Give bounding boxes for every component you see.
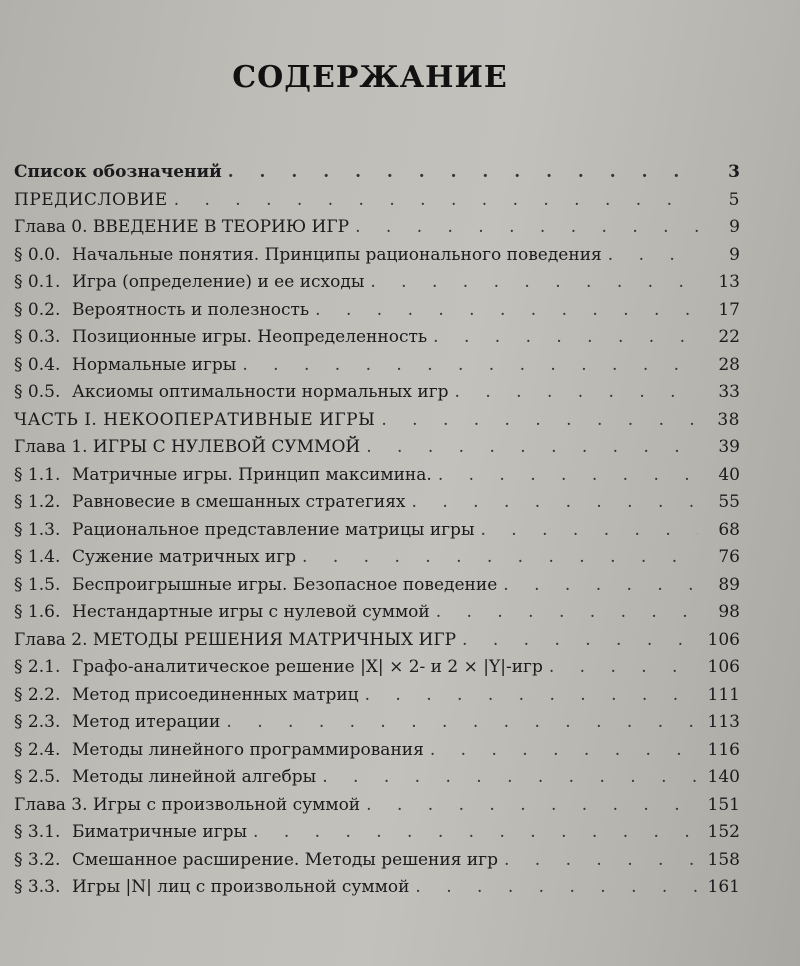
toc-entry-page: 40 xyxy=(718,464,740,485)
toc-entry-page: 140 xyxy=(707,767,740,787)
toc-entry-page: 98 xyxy=(718,602,740,622)
toc-entry-page: 3 xyxy=(728,162,740,182)
toc-entry-title: Глава 0. ВВЕДЕНИЕ В ТЕОРИЮ ИГР xyxy=(14,217,350,237)
toc-entry xyxy=(14,300,740,328)
toc-entry-title: Нормальные игры xyxy=(72,354,237,375)
toc-entry-title: Методы линейного программирования xyxy=(72,739,424,760)
toc-entry-page: 161 xyxy=(707,877,740,897)
dot-leader xyxy=(355,217,698,237)
toc-entry-title: Рациональное представление матрицы игры xyxy=(72,519,475,540)
toc-entry-page: 13 xyxy=(718,272,740,292)
toc-entry-number: § 0.0. xyxy=(14,244,61,265)
toc-entry-page: 106 xyxy=(707,629,740,650)
toc-entry-page: 28 xyxy=(718,354,740,375)
toc-entry-title: Метод присоединенных матриц xyxy=(72,684,359,705)
toc-entry-page: 152 xyxy=(707,822,740,842)
toc-entry xyxy=(14,492,740,520)
toc-entry-number: § 3.2. xyxy=(14,849,61,870)
toc-entry-number: § 1.1. xyxy=(14,464,61,485)
dot-leader xyxy=(174,190,698,210)
toc-entry-page: 5 xyxy=(728,189,740,210)
dot-leader xyxy=(430,740,698,760)
toc-entry xyxy=(14,547,740,575)
toc-entry-title: ПРЕДИСЛОВИЕ xyxy=(14,189,168,210)
toc-entry-title: Графо-аналитическое решение |X| × 2- и 2 × |Y|-игр xyxy=(72,657,543,677)
toc-entry-page: 9 xyxy=(729,244,740,265)
toc-entry-number: § 2.3. xyxy=(14,712,61,732)
toc-entry-title: Нестандартные игры с нулевой суммой xyxy=(72,602,430,622)
dot-leader xyxy=(302,547,698,567)
toc-entry xyxy=(14,327,740,355)
toc-entry xyxy=(14,602,740,630)
toc-entry-title: Начальные понятия. Принципы рационального поведения xyxy=(72,244,602,265)
toc-entry-title: Метод итерации xyxy=(72,712,221,732)
toc-entry xyxy=(14,382,740,410)
toc-entry-number: § 2.5. xyxy=(14,767,61,787)
toc-entry-title: Сужение матричных игр xyxy=(72,547,297,567)
toc-entry-page: 68 xyxy=(718,519,740,540)
toc-entry-page: 111 xyxy=(707,684,740,705)
dot-leader xyxy=(365,685,698,705)
dot-leader xyxy=(455,382,698,402)
dot-leader xyxy=(549,657,698,677)
toc-entry xyxy=(14,767,740,795)
toc-entry-page: 39 xyxy=(718,437,740,457)
dot-leader xyxy=(412,492,698,512)
toc-entry-number: § 1.5. xyxy=(14,574,61,595)
toc-entry-number: § 0.5. xyxy=(14,382,61,402)
dot-leader xyxy=(228,162,698,182)
toc-entry-number: § 0.3. xyxy=(14,327,61,347)
toc-entry-title: Глава 2. МЕТОДЫ РЕШЕНИЯ МАТРИЧНЫХ ИГР xyxy=(14,629,457,650)
toc-entry-number: § 2.1. xyxy=(14,657,61,677)
toc-entry-title: Позиционные игры. Неопределенность xyxy=(72,327,428,347)
dot-leader xyxy=(322,767,698,787)
toc-entry-number: § 1.4. xyxy=(14,547,61,567)
toc-entry-title: Методы линейной алгебры xyxy=(72,767,317,787)
dot-leader xyxy=(381,410,698,430)
toc-entry-page: 22 xyxy=(718,327,740,347)
toc-entry xyxy=(14,712,740,740)
toc-entry xyxy=(14,437,740,465)
dot-leader xyxy=(226,712,698,732)
toc-entry-title: ЧАСТЬ I. НЕКООПЕРАТИВНЫЕ ИГРЫ xyxy=(14,409,376,430)
toc-entry-title: Равновесие в смешанных стратегиях xyxy=(72,492,406,512)
toc-entry-page: 106 xyxy=(707,657,740,677)
toc-entry-number: § 0.4. xyxy=(14,354,61,375)
toc-entry xyxy=(14,685,740,713)
page-title: СОДЕРЖАНИЕ xyxy=(232,60,508,95)
toc-entry xyxy=(14,575,740,603)
toc-entry xyxy=(14,162,740,190)
toc-entry-title: Глава 1. ИГРЫ С НУЛЕВОЙ СУММОЙ xyxy=(14,437,361,457)
toc-entry-number: § 1.2. xyxy=(14,492,61,512)
dot-leader xyxy=(462,630,698,650)
toc-entry-number: § 2.4. xyxy=(14,739,61,760)
toc-entry xyxy=(14,740,740,768)
toc-entry-number: § 0.1. xyxy=(14,272,61,292)
dot-leader xyxy=(242,355,698,375)
toc-entry-page: 158 xyxy=(707,849,740,870)
toc-entry-page: 116 xyxy=(707,739,740,760)
toc-entry-number: § 3.3. xyxy=(14,877,61,897)
dot-leader xyxy=(315,300,698,320)
toc-entry-number: § 2.2. xyxy=(14,684,61,705)
dot-leader xyxy=(503,575,698,595)
dot-leader xyxy=(370,272,698,292)
dot-leader xyxy=(608,245,698,265)
toc-entry xyxy=(14,465,740,493)
toc-entry xyxy=(14,795,740,823)
toc-entry-page: 9 xyxy=(729,217,740,237)
toc-entry-title: Матричные игры. Принцип максимина. xyxy=(72,464,432,485)
dot-leader xyxy=(253,822,698,842)
dot-leader xyxy=(415,877,698,897)
toc-entry xyxy=(14,657,740,685)
toc-entry-title: Вероятность и полезность xyxy=(72,299,310,320)
toc-entry-page: 113 xyxy=(707,712,740,732)
toc-entry-page: 89 xyxy=(718,574,740,595)
toc-entry-title: Игры |N| лиц с произвольной суммой xyxy=(72,877,410,897)
toc-entry xyxy=(14,877,740,905)
toc-entry-page: 17 xyxy=(718,299,740,320)
dot-leader xyxy=(438,465,698,485)
toc-entry-title: Игра (определение) и ее исходы xyxy=(72,272,365,292)
toc-entry xyxy=(14,410,740,438)
toc-entry-number: § 1.6. xyxy=(14,602,61,622)
toc-entry xyxy=(14,520,740,548)
toc-entry-page: 38 xyxy=(717,409,740,430)
table-of-contents xyxy=(14,162,740,905)
toc-entry-title: Глава 3. Игры с произвольной суммой xyxy=(14,794,361,815)
dot-leader xyxy=(480,520,698,540)
toc-entry xyxy=(14,355,740,383)
toc-entry xyxy=(14,190,740,218)
toc-entry-page: 76 xyxy=(718,547,740,567)
toc-entry xyxy=(14,850,740,878)
toc-entry-title: Биматричные игры xyxy=(72,822,248,842)
toc-entry-page: 151 xyxy=(707,794,740,815)
toc-entry xyxy=(14,630,740,658)
dot-leader xyxy=(366,437,698,457)
toc-entry-number: § 0.2. xyxy=(14,299,61,320)
dot-leader xyxy=(436,602,698,622)
toc-entry xyxy=(14,245,740,273)
toc-entry-title: Беспроигрышные игры. Безопасное поведение xyxy=(72,574,498,595)
dot-leader xyxy=(504,850,698,870)
dot-leader xyxy=(366,795,698,815)
toc-entry-page: 55 xyxy=(718,492,740,512)
toc-entry-number: § 3.1. xyxy=(14,822,61,842)
toc-entry xyxy=(14,217,740,245)
toc-entry-number: § 1.3. xyxy=(14,519,61,540)
toc-entry xyxy=(14,822,740,850)
toc-entry-page: 33 xyxy=(718,382,740,402)
toc-entry xyxy=(14,272,740,300)
toc-entry-title: Аксиомы оптимальности нормальных игр xyxy=(72,382,449,402)
toc-entry-title: Смешанное расширение. Методы решения игр xyxy=(72,849,498,870)
toc-entry-title: Список обозначений xyxy=(14,162,222,182)
dot-leader xyxy=(433,327,698,347)
